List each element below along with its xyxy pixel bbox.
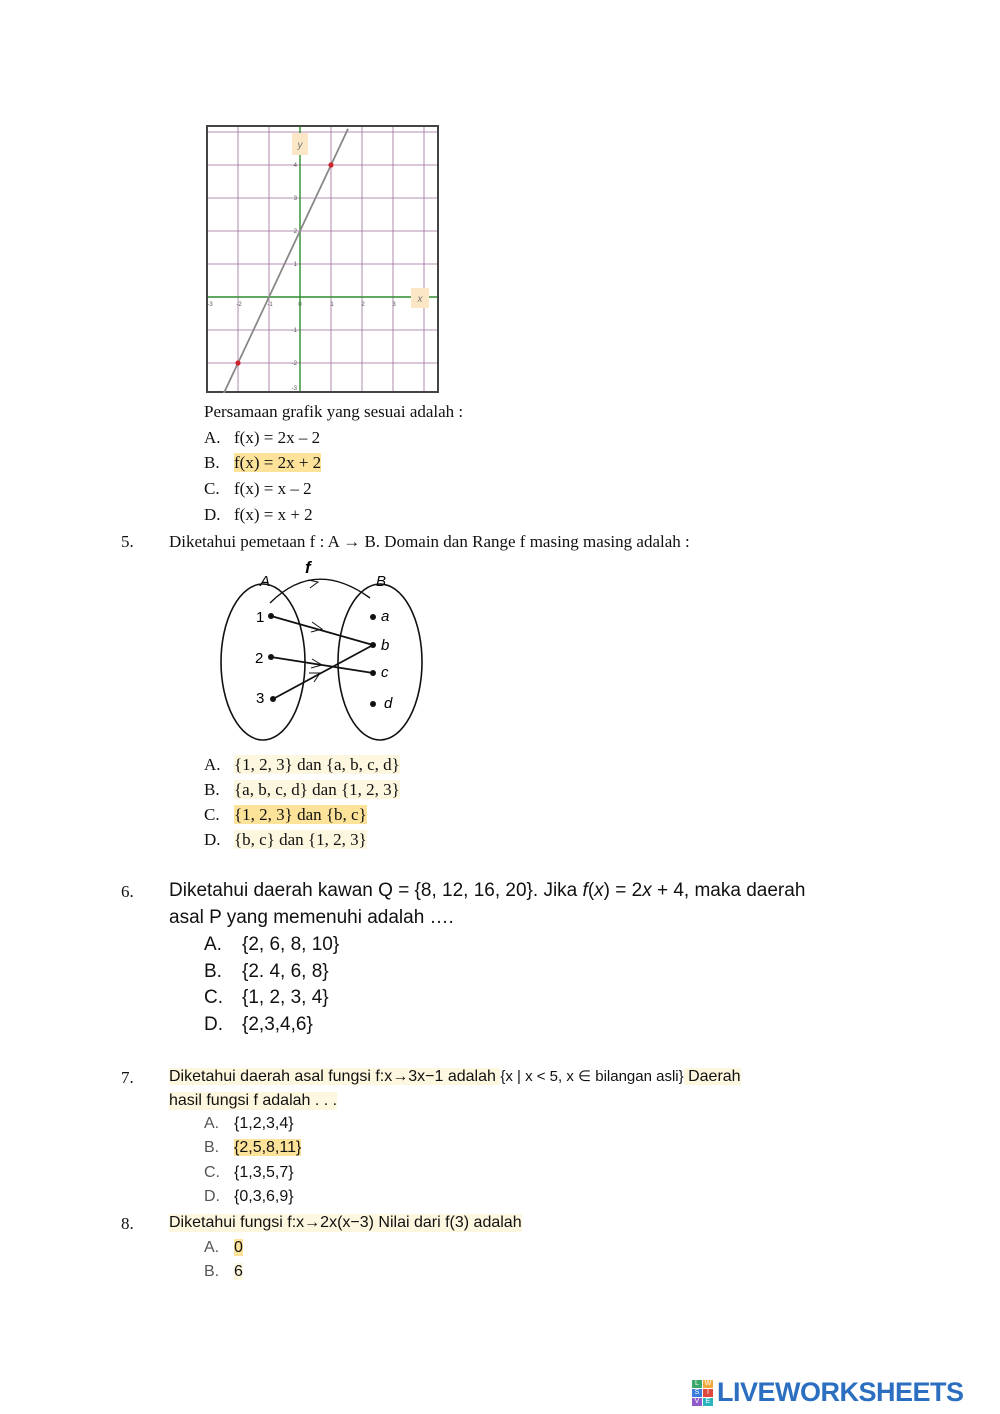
option-text: {1, 2, 3, 4} [242, 987, 329, 1008]
q6-text-line2: asal P yang memenuhi adalah …. [169, 907, 454, 928]
liveworksheets-logo [692, 1377, 964, 1408]
option-text: {1,2,3,4} [234, 1115, 294, 1132]
option-letter: C. [204, 987, 223, 1008]
q7-text-line1 [169, 1067, 741, 1086]
option-text: {2. 4, 6, 8} [242, 961, 329, 982]
q7-option-b[interactable] [204, 1139, 301, 1157]
q6-option-d[interactable] [204, 1014, 313, 1036]
y-tick-label: -2 [291, 361, 297, 367]
q5-mapping-diagram [210, 558, 435, 743]
option-letter: B. [204, 780, 220, 799]
q8-option-a[interactable] [204, 1239, 243, 1257]
option-text-highlighted: {1, 2, 3} dan {b, c} [234, 805, 367, 824]
option-text: {a, b, c, d} dan {1, 2, 3} [234, 780, 400, 799]
y-tick-label: -3 [291, 386, 297, 392]
option-letter: B. [204, 961, 222, 982]
option-letter: B. [204, 1263, 220, 1280]
q5-option-a[interactable] [204, 755, 400, 775]
function-arc-arrowhead [308, 580, 318, 588]
option-text-highlighted: {2,5,8,11} [234, 1139, 302, 1156]
x-tick-label: 1 [330, 302, 334, 308]
set-b-label: B [376, 573, 387, 590]
q7-option-a[interactable] [204, 1115, 294, 1133]
option-letter: C. [204, 805, 220, 824]
logo-text: LIVEWORKSHEETS [717, 1377, 964, 1407]
domain-element: 3 [256, 690, 265, 707]
q6-option-a[interactable] [204, 934, 339, 956]
graph-point [235, 360, 240, 365]
option-letter: D. [204, 505, 221, 524]
option-text: {1, 2, 3} dan {a, b, c, d} [234, 755, 400, 774]
codomain-element: b [381, 637, 390, 654]
x-tick-label: 2 [361, 302, 365, 308]
option-letter: C. [204, 479, 220, 498]
option-letter: A. [204, 428, 221, 447]
x-tick-label: -3 [207, 302, 213, 308]
coordinate-graph [206, 125, 439, 393]
codomain-element: c [381, 664, 389, 681]
set-a-label: A [260, 573, 271, 590]
q5-option-d[interactable] [204, 830, 367, 850]
q6-variable: x [642, 880, 652, 901]
q6-text-part: ) = 2 [603, 880, 643, 901]
option-letter: A. [204, 755, 221, 774]
option-text-highlighted: f(x) = 2x + 2 [234, 453, 322, 472]
q8-number: 8. [121, 1214, 134, 1233]
set-b-ellipse [338, 584, 422, 740]
q6-text-line1 [169, 880, 805, 902]
q5-option-b[interactable] [204, 780, 400, 800]
y-tick-label: -1 [291, 328, 297, 334]
q7-option-d[interactable] [204, 1188, 294, 1206]
logo-tile: E [703, 1398, 713, 1406]
option-text: f(x) = x + 2 [234, 505, 313, 524]
x-axis-label: x [417, 294, 423, 305]
q5-text: Diketahui pemetaan f : A → B. Domain dan Range f masing masing adalah : [169, 532, 690, 551]
mapping-arrow-1-b [271, 616, 373, 645]
q4-graph [206, 125, 439, 393]
option-text-highlighted: 0 [234, 1239, 243, 1256]
q7-number: 7. [121, 1068, 134, 1087]
option-letter: B. [204, 453, 220, 472]
option-letter: D. [204, 1014, 223, 1035]
logo-tile: V [692, 1398, 702, 1406]
logo-tile: W [704, 1379, 712, 1387]
q6-text-part: ( [587, 880, 595, 901]
option-letter: D. [204, 1188, 220, 1205]
option-letter: D. [204, 830, 221, 849]
option-text: {b, c} dan {1, 2, 3} [234, 830, 367, 849]
y-tick-label: 2 [293, 229, 297, 235]
option-letter: B. [204, 1139, 220, 1156]
function-label: f [305, 558, 311, 577]
option-text: {2,3,4,6} [242, 1014, 313, 1035]
option-letter: A. [204, 934, 222, 955]
option-text: {0,3,6,9} [234, 1188, 294, 1205]
mapping-arrow-3-b [273, 645, 373, 699]
q5-number: 5. [121, 532, 134, 551]
graph-point [328, 162, 333, 167]
option-text: f(x) = x – 2 [234, 479, 312, 498]
q6-text-part: Diketahui daerah kawan Q = {8, 12, 16, 20}. Jika [169, 880, 583, 901]
codomain-dot [370, 701, 376, 707]
q6-variable: x [594, 880, 604, 901]
q6-number: 6. [121, 882, 134, 901]
q8-text: Diketahui fungsi f:x→2x(x−3) Nilai dari f(3) adalah [169, 1214, 522, 1231]
y-tick-label: 4 [293, 163, 297, 169]
y-axis-label: y [297, 140, 303, 151]
domain-element: 1 [256, 609, 265, 626]
codomain-element: d [384, 695, 393, 712]
logo-tile: I [703, 1389, 713, 1397]
y-tick-label: 3 [293, 196, 297, 202]
q8-option-b[interactable] [204, 1263, 243, 1281]
q6-function-name: f [582, 880, 588, 901]
q5-option-c[interactable] [204, 805, 367, 825]
codomain-dot [370, 614, 376, 620]
q6-text-part: + 4, maka daerah [651, 880, 806, 901]
q4-option-b[interactable] [204, 453, 321, 473]
codomain-element: a [381, 608, 390, 625]
q4-option-d[interactable] [204, 505, 313, 525]
q4-prompt: Persamaan grafik yang sesuai adalah : [204, 402, 464, 421]
option-letter: C. [204, 1164, 220, 1181]
y-tick-label: 1 [293, 262, 297, 268]
arrow-diagram [210, 558, 435, 743]
x-tick-label: 3 [392, 302, 396, 308]
option-text: {2, 6, 8, 10} [242, 934, 340, 955]
logo-mark-icon [692, 1380, 713, 1406]
q7-option-c[interactable] [204, 1164, 294, 1182]
option-text: {1,3,5,7} [234, 1164, 294, 1181]
q7-text-line2: hasil fungsi f adalah . . . [169, 1092, 338, 1109]
option-text: 6 [234, 1263, 243, 1280]
logo-tile: S [692, 1389, 702, 1397]
q6-option-b[interactable] [204, 961, 329, 983]
q7-set-notation: {x | x < 5, x ∈ bilangan asli} [500, 1068, 684, 1085]
option-letter: A. [204, 1115, 220, 1132]
q7-text-part: Diketahui daerah asal fungsi f:x→3x−1 adalah [169, 1068, 501, 1085]
q4-option-a[interactable] [204, 428, 320, 448]
q6-option-c[interactable] [204, 987, 329, 1009]
x-tick-label: -2 [236, 302, 242, 308]
q4-option-c[interactable] [204, 479, 312, 499]
option-text: f(x) = 2x – 2 [234, 428, 321, 447]
q7-text-part: Daerah [683, 1068, 741, 1085]
option-letter: A. [204, 1239, 220, 1256]
x-tick-label: 0 [298, 302, 302, 308]
logo-tile: L [692, 1380, 702, 1388]
domain-element: 2 [255, 650, 264, 667]
x-tick-label: -1 [267, 302, 273, 308]
